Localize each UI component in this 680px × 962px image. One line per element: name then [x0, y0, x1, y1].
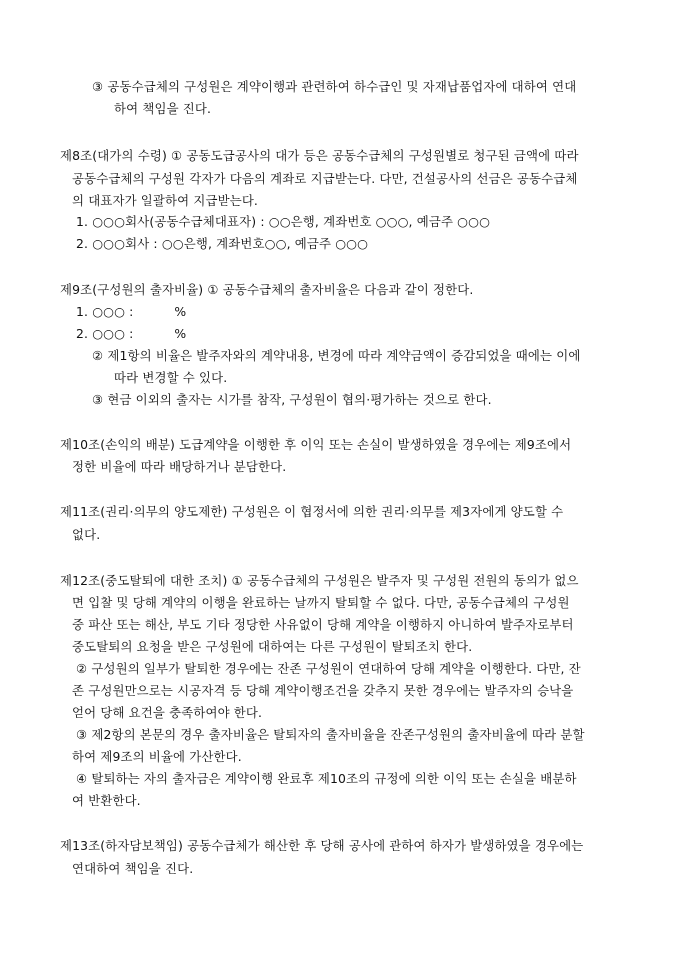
text-line: 존 구성원만으로는 시공자격 등 당해 계약이행조건을 갖추지 못한 경우에는 발주자의 승낙을: [72, 683, 574, 698]
text-line: ② 구성원의 일부가 탈퇴한 경우에는 잔존 구성원이 연대하여 당해 계약을 이행한다. 다만, 잔: [76, 661, 581, 676]
article-heading-line: 제10조(손익의 배분) 도급계약을 이행한 후 이익 또는 손실이 발생하였을 경우에는 제9조에서: [60, 437, 572, 452]
list-item: 2. ○○○회사 : ○○은행, 계좌번호○○, 예금주 ○○○: [76, 236, 369, 251]
text-line: 면 입찰 및 당해 계약의 이행을 완료하는 날까지 탈퇴할 수 없다. 다만, 공동수급체의 구성원: [72, 595, 570, 610]
text-line: ③ 공동수급체의 구성원은 계약이행과 관련하여 하수급인 및 자재납품업자에 대하여 연대: [92, 79, 577, 94]
article-heading-line: 제13조(하자담보책임) 공동수급체가 해산한 후 당해 공사에 관하여 하자가 발생하였을 경우에는: [60, 838, 584, 853]
article-heading-line: 제8조(대가의 수령) ① 공동도급공사의 대가 등은 공동수급체의 구성원별로 청구된 금액에 따라: [60, 148, 579, 163]
text-line: 없다.: [72, 527, 101, 542]
text-line: 의 대표자가 일괄하여 지급받는다.: [72, 193, 259, 208]
text-line: 여 반환한다.: [72, 793, 141, 808]
list-item: 1. ○○○회사(공동수급체대표자) : ○○은행, 계좌번호 ○○○, 예금주 ○○○: [76, 214, 491, 229]
text-line: 따라 변경할 수 있다.: [114, 370, 228, 385]
text-line: 정한 비율에 따라 배당하거나 분담한다.: [72, 459, 287, 474]
text-line: 공동수급체의 구성원 각자가 다음의 계좌로 지급받는다. 다만, 건설공사의 선금은 공동수급체: [72, 171, 578, 186]
text-line: ③ 현금 이외의 출자는 시가를 참작, 구성원이 협의·평가하는 것으로 한다.: [92, 392, 492, 407]
text-line: 얻어 당해 요건을 충족하여야 한다.: [72, 705, 263, 720]
article-heading-line: 제12조(중도탈퇴에 대한 조치) ① 공동수급체의 구성원은 발주자 및 구성원 전원의 동의가 없으: [60, 573, 579, 588]
text-line: 연대하여 책임을 진다.: [72, 861, 194, 876]
text-line: 하여 제9조의 비율에 가산한다.: [72, 749, 242, 764]
article-heading-line: 제9조(구성원의 출자비율) ① 공동수급체의 출자비율은 다음과 같이 정한다.: [60, 282, 474, 297]
text-line: ② 제1항의 비율은 발주자와의 계약내용, 변경에 따라 계약금액이 증감되었을 때에는 이에: [92, 348, 581, 363]
text-line: 하여 책임을 진다.: [114, 101, 212, 116]
text-line: ④ 탈퇴하는 자의 출자금은 계약이행 완료후 제10조의 규정에 의한 이익 또는 손실을 배분하: [76, 771, 577, 786]
article-heading-line: 제11조(권리·의무의 양도제한) 구성원은 이 협정서에 의한 권리·의무를 제3자에게 양도할 수: [60, 504, 564, 519]
text-line: 중 파산 또는 해산, 부도 기타 정당한 사유없이 당해 계약을 이행하지 아니하여 발주자로부터: [72, 617, 574, 632]
text-line: ③ 제2항의 본문의 경우 출자비율은 탈퇴자의 출자비율을 잔존구성원의 출자비율에 따라 분할: [76, 727, 585, 742]
list-item: 1. ○○○ : %: [76, 304, 187, 319]
text-line: 중도탈퇴의 요청을 받은 구성원에 대하여는 다른 구성원이 탈퇴조치 한다.: [72, 639, 473, 654]
list-item: 2. ○○○ : %: [76, 326, 187, 341]
